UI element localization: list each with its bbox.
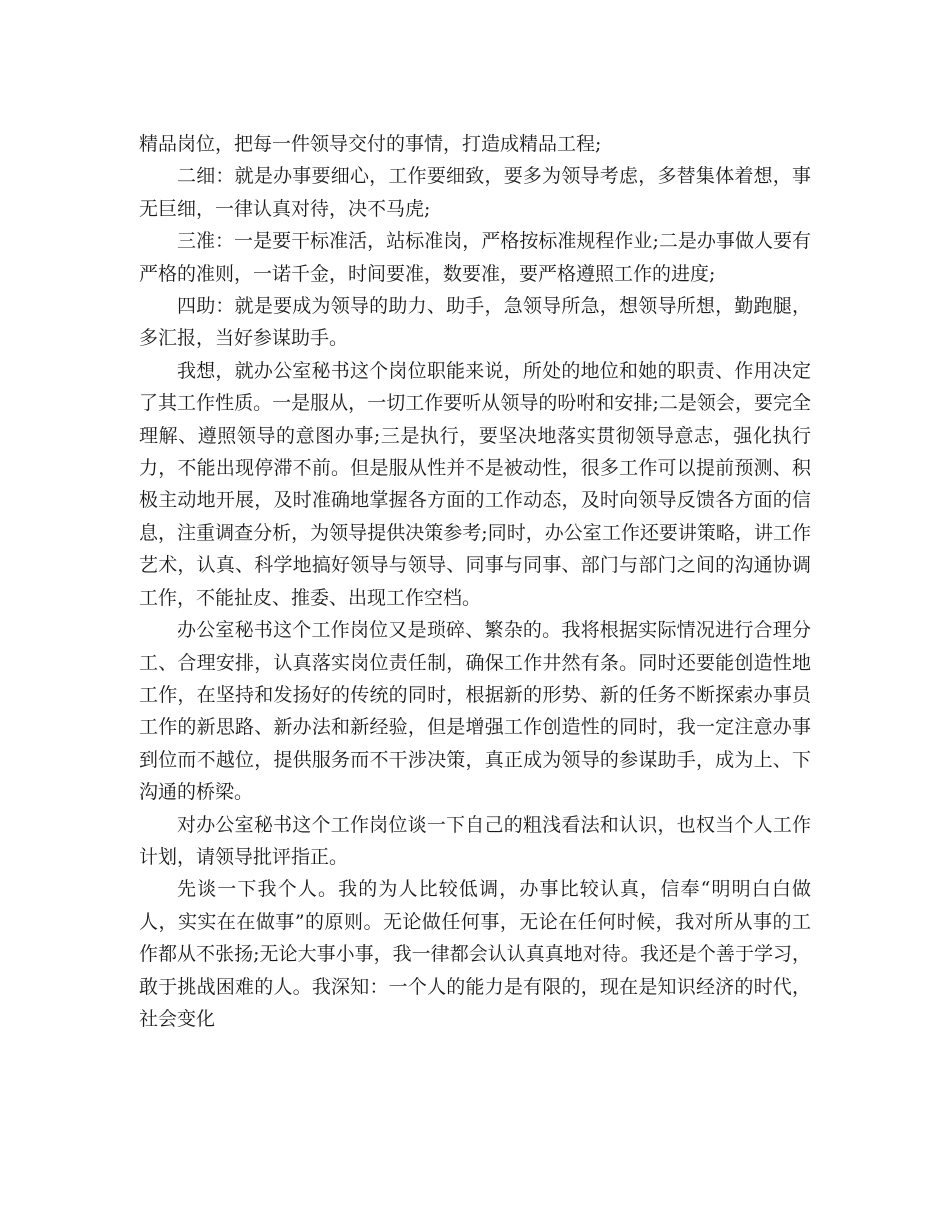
paragraph-7: 对办公室秘书这个工作岗位谈一下自己的粗浅看法和认识，也权当个人工作计划，请领导批评指正。 bbox=[139, 813, 811, 868]
paragraph-3: 三准：一是要干标准活，站标准岗，严格按标准规程作业;二是办事做人要有严格的准则，一诺千金，时间要准，数要准，要严格遵照工作的进度; bbox=[139, 230, 811, 285]
paragraph-1: 精品岗位，把每一件领导交付的事情，打造成精品工程; bbox=[139, 133, 602, 155]
document-body bbox=[139, 128, 811, 1035]
paragraph-6: 办公室秘书这个工作岗位又是琐碎、繁杂的。我将根据实际情况进行合理分工、合理安排，认真落实岗位责任制，确保工作井然有条。同时还要能创造性地工作，在坚持和发扬好的传统的同时，根据新的形势、新的任务不断探索办事员工作的新思路、新办法和新经验，但是增强工作创造性的同时，我一定注意办事到位而不越位，提供服务而不干涉决策，真正成为领导的参谋助手，成为上、下沟通的桥梁。 bbox=[139, 619, 811, 804]
paragraph-2: 二细：就是办事要细心，工作要细致，要多为领导考虑，多替集体着想，事无巨细，一律认真对待，决不马虎; bbox=[139, 165, 811, 220]
paragraph-8: 先谈一下我个人。我的为人比较低调，办事比较认真，信奉“明明白白做人，实实在在做事”的原则。无论做任何事，无论在任何时候，我对所从事的工作都从不张扬;无论大事小事，我一律都会认认真真地对待。我还是个善于学习，敢于挑战困难的人。我深知：一个人的能力是有限的，现在是知识经济的时代，社会变化 bbox=[139, 878, 811, 1030]
paragraph-4: 四助：就是要成为领导的助力、助手，急领导所急，想领导所想，勤跑腿，多汇报，当好参谋助手。 bbox=[139, 295, 811, 350]
paragraph-5: 我想，就办公室秘书这个岗位职能来说，所处的地位和她的职责、作用决定了其工作性质。一是服从，一切工作要听从领导的吩咐和安排;二是领会，要完全理解、遵照领导的意图办事;三是执行，要坚决地落实贯彻领导意志，强化执行力，不能出现停滞不前。但是服从性并不是被动性，很多工作可以提前预测、积极主动地开展，及时准确地掌握各方面的工作动态，及时向领导反馈各方面的信息，注重调查分析，为领导提供决策参考;同时，办公室工作还要讲策略，讲工作艺术，认真、科学地搞好领导与领导、同事与同事、部门与部门之间的沟通协调工作，不能扯皮、推委、出现工作空档。 bbox=[139, 359, 811, 609]
